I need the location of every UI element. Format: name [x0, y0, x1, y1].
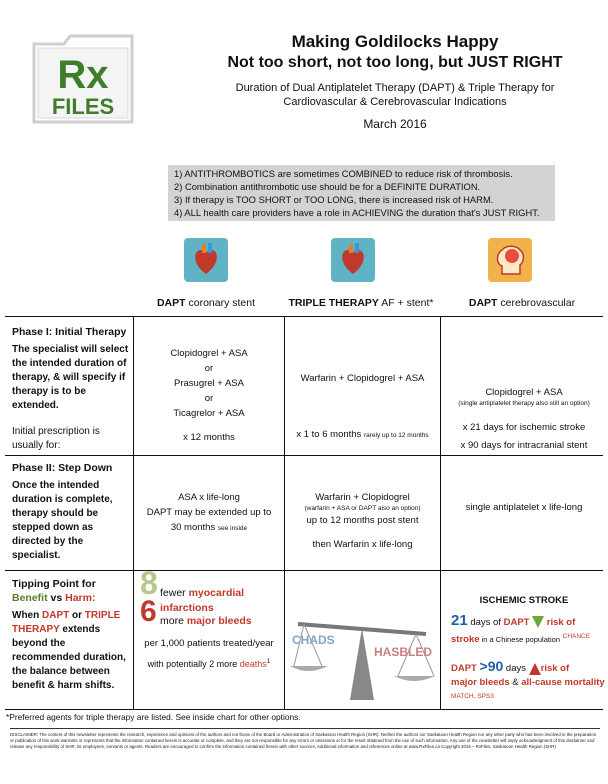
heart-icon	[184, 238, 228, 282]
phase1-title: Phase I: Initial Therapy	[12, 326, 127, 338]
divider	[5, 316, 603, 317]
bleed-number: 6	[140, 595, 157, 628]
logo-files: FILES	[51, 94, 115, 119]
phase2-col3	[443, 500, 605, 515]
phase2-title: Phase II: Step Down	[12, 462, 113, 474]
col3-rest: cerebrovascular	[497, 297, 576, 309]
tipping-col1	[136, 565, 282, 672]
phase1-col2	[287, 371, 438, 443]
phase1-label	[12, 325, 132, 453]
key-point: 2) Combination antithrombotic use should be for a DEFINITE DURATION.	[174, 181, 481, 192]
dapt-word: DAPT	[42, 610, 70, 621]
brain-icon	[488, 238, 532, 282]
drug-combo: Clopidogrel + ASA	[170, 348, 248, 359]
bleed-text	[160, 614, 252, 629]
step-down-duration: up to 12 months post stent	[306, 515, 419, 526]
tipping-desc-a: When	[12, 610, 42, 621]
extension-duration	[136, 520, 282, 536]
mi-text-a: fewer	[160, 587, 189, 599]
logo-rx: Rx	[57, 53, 109, 97]
ischemic-stroke-heading: ISCHEMIC STROKE	[479, 595, 569, 606]
tipping-desc	[12, 609, 132, 693]
risk-of: risk of	[544, 617, 576, 628]
divider	[5, 570, 603, 571]
page-title: Making Goldilocks Happy	[291, 32, 499, 51]
duration	[287, 427, 438, 443]
key-point: 3) If therapy is TOO SHORT or TOO LONG, there is increased risk of HARM.	[174, 194, 494, 205]
mi-number: 8	[140, 565, 158, 601]
col2-rest: AF + stent*	[378, 297, 434, 309]
deaths-word: deaths	[239, 659, 267, 669]
bleed-risk	[443, 659, 605, 707]
arrow-up-icon	[529, 663, 541, 675]
risk-of: risk of	[540, 663, 570, 675]
divider	[5, 709, 603, 710]
column-heading-dapt-cerebro	[462, 297, 582, 309]
mortality: all-cause mortality	[521, 677, 605, 689]
per-patients-text: per 1,000 patients treated/year	[144, 638, 274, 649]
see-inside-note: see inside	[217, 525, 248, 532]
mi-text-b: myocardial infarctions	[160, 587, 245, 614]
phase2-col2	[287, 490, 438, 552]
extension-note: DAPT may be extended up to	[146, 507, 272, 518]
life-long-therapy: then Warfarin x life-long	[312, 539, 413, 550]
disclaimer: DISCLAIMER: The content of this newsletter represents the research, experience and opinions of the authors and not those of the Board or Administration of Saskatoon Health Region (SHR). Neither the authors nor Saskatoon Health Region nor any other party who has been involved in the preparation or publication of this work warrants or represents that the information contained herein is accurate or complete, and they are not responsible for any errors or omissions or for the result obtained from the use of such information. Any use of the newsletter will imply acknowledgment of this disclaimer and release any responsibility of SHR, its employees, servants or agents. Readers are encouraged to confirm the information contained herein with other sources. Additional information and references online at www.RxFiles.ca Copyright 2016 – RxFiles, Saskatoon Health Region (SHR)	[10, 728, 600, 750]
match-ref: MATCH, SPS3	[451, 693, 494, 701]
phase2-col1	[136, 490, 282, 536]
or-text: or	[204, 393, 214, 404]
dapt-word: DAPT	[503, 617, 530, 628]
or-text: or	[204, 363, 214, 374]
deaths-ref: 1	[266, 658, 271, 665]
key-points-box	[168, 165, 555, 221]
scale-illustration	[288, 576, 436, 704]
tipping-col3	[443, 594, 605, 707]
publication-date: March 2016	[363, 117, 427, 131]
stroke-word: stroke	[451, 634, 480, 646]
drug-combo: Warfarin + Clopidogrel + ASA	[300, 373, 425, 384]
col1-bold: DAPT	[156, 297, 186, 309]
and-word: &	[509, 677, 522, 689]
or-word: or	[69, 610, 85, 621]
deaths-text	[136, 654, 282, 672]
column-heading-dapt-coronary	[150, 297, 262, 309]
benefit-word: Benefit	[12, 592, 48, 604]
divider	[133, 316, 134, 709]
heart-icon	[331, 238, 375, 282]
phase2-label	[12, 461, 132, 563]
tipping-title-a: Tipping Point for	[12, 578, 96, 590]
divider	[440, 316, 441, 709]
bleed-text-b: major bleeds	[186, 615, 252, 627]
footnote: *Preferred agents for triple therapy are listed. See inside chart for other options.	[6, 712, 301, 722]
step-down-drug: Warfarin + Clopidogrel	[315, 492, 410, 503]
vs-word: vs	[47, 592, 66, 604]
days-word: days	[503, 663, 529, 675]
dapt-word: DAPT	[451, 663, 477, 675]
stroke-benefit	[443, 614, 605, 647]
subtitle-line-1: Duration of Dual Antiplatelet Therapy (DAPT) & Triple Therapy for	[235, 82, 555, 94]
mi-benefit	[136, 565, 282, 614]
tipping-title	[12, 577, 132, 605]
duration: x 12 months	[183, 432, 235, 443]
duration-main: x 1 to 6 months	[296, 429, 362, 440]
days-of: days of	[467, 617, 504, 628]
duration-note: rarely up to 12 months	[363, 432, 429, 439]
phase1-col3	[443, 385, 605, 453]
step-down-drug: single antiplatelet x life-long	[465, 502, 583, 513]
drug-combo: Ticagrelor + ASA	[173, 408, 245, 419]
drug-note: (single antiplatelet therapy also still an option)	[458, 400, 590, 407]
rxfiles-logo	[28, 30, 140, 128]
phase1-col1	[136, 346, 282, 445]
major-bleeds: major bleeds	[451, 677, 510, 689]
column-heading-triple-therapy	[286, 297, 436, 309]
step-down-drug: ASA x life-long	[178, 492, 240, 503]
chance-ref: CHANCE	[562, 633, 591, 640]
col2-bold: TRIPLE THERAPY	[288, 297, 379, 309]
triple-word: TRIPLE THERAPY	[12, 610, 121, 635]
col3-bold: DAPT	[468, 297, 498, 309]
duration: x 21 days for ischemic stroke	[462, 422, 586, 433]
phase1-desc: The specialist will select the intended duration of therapy, & will specify if therapy is to be extended.	[12, 344, 129, 411]
phase2-desc: Once the intended duration is complete, therapy should be stepped down as directed by the specialist.	[12, 480, 113, 561]
drug-note: (warfarin + ASA or DAPT also an option)	[304, 505, 421, 512]
phase1-note: Initial prescription is usually for:	[12, 426, 100, 451]
col1-rest: coronary stent	[185, 297, 256, 309]
tipping-desc-b: extends beyond the recommended duration, the balance between benefit & harm shifts.	[12, 624, 126, 691]
balance-scale	[288, 576, 436, 704]
days-21: 21	[451, 612, 468, 629]
duration: x 90 days for intracranial stent	[460, 440, 588, 451]
extension-duration-main: 30 months	[170, 522, 216, 533]
key-point: 1) ANTITHROMBOTICS are sometimes COMBINED to reduce risk of thrombosis.	[174, 168, 513, 179]
tipping-label	[12, 577, 132, 693]
divider	[284, 316, 285, 709]
population-note: in a Chinese population	[479, 635, 560, 645]
deaths-text-a: with potentially 2 more	[147, 659, 240, 669]
subtitle-line-2: Cardiovascular & Cerebrovascular Indications	[283, 96, 507, 108]
hasbled-label: HASBLED	[374, 645, 433, 659]
key-point: 4) ALL health care providers have a role in ACHIEVING the duration that's JUST RIGHT.	[174, 207, 540, 218]
divider	[5, 455, 603, 456]
drug-combo: Clopidogrel + ASA	[485, 387, 563, 398]
chads-label: CHADS	[292, 633, 335, 647]
arrow-down-icon	[532, 616, 544, 628]
drug-combo: Prasugrel + ASA	[174, 378, 244, 389]
page-tagline: Not too short, not too long, but JUST RIGHT	[227, 54, 563, 71]
days-90: >90	[479, 658, 504, 675]
header	[200, 32, 590, 131]
bleed-text-a: more	[160, 615, 187, 627]
harm-word: Harm:	[65, 592, 96, 604]
subtitle	[200, 81, 590, 109]
